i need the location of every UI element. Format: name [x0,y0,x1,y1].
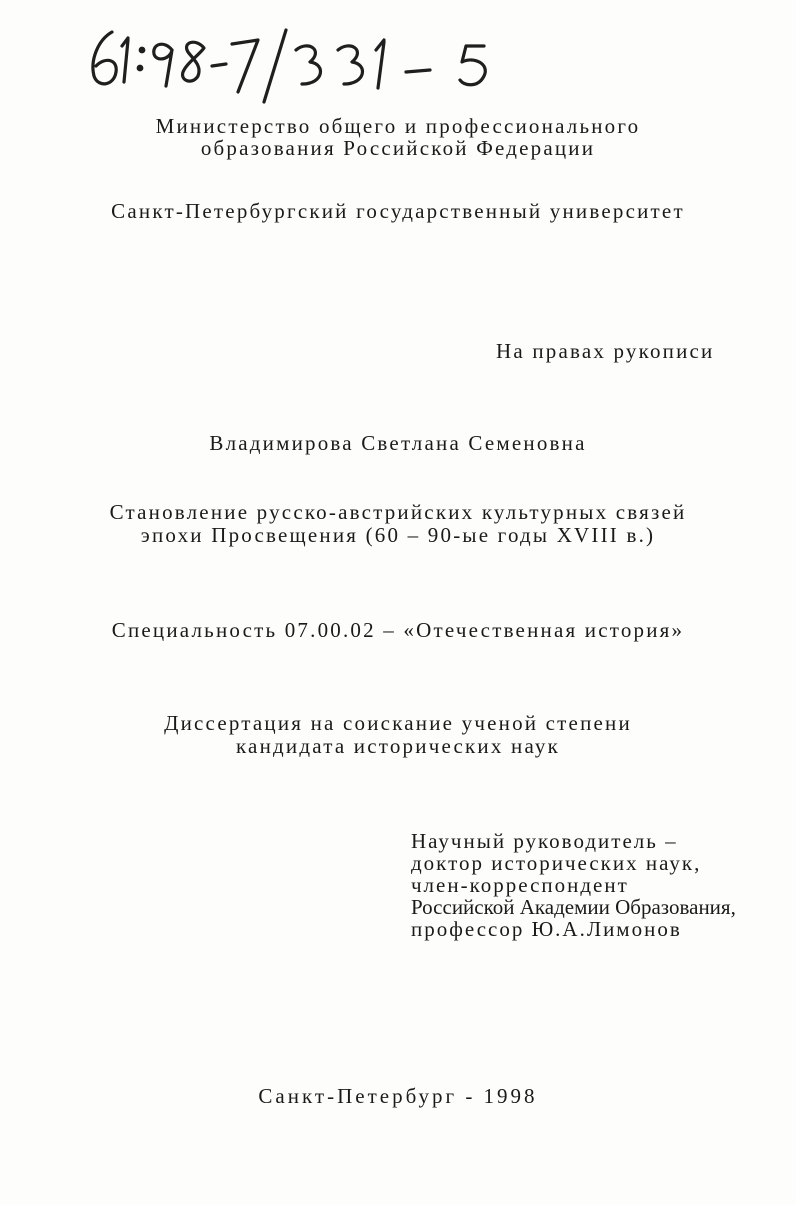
university-name: Санкт-Петербургский государственный университет [111,199,685,223]
footer-city-year: Санкт-Петербург - 1998 [258,1084,538,1108]
manuscript-note: На правах рукописи [496,339,715,363]
ministry-line-2: образования Российской Федерации [200,136,596,160]
supervisor-line-5: профессор Ю.А.Лимонов [411,917,682,941]
title-line-2: эпохи Просвещения (60 – 90-ые годы XVIII в.) [140,523,656,547]
title-line-1: Становление русско-австрийских культурных связей [109,500,687,524]
dissertation-line-1: Диссертация на соискание ученой степени [164,711,632,735]
author-name: Владимирова Светлана Семеновна [209,431,587,455]
supervisor-line-3: член-корреспондент [411,873,629,897]
supervisor-block [411,830,736,940]
handwriting-icon [80,10,540,110]
supervisor-line-1: Научный руководитель – [411,829,678,853]
dissertation-line-2: кандидата исторических наук [235,734,561,758]
ministry-line-1: Министерство общего и профессионального [155,114,641,138]
supervisor-line-4: Российской Академии Образования, [411,895,736,919]
specialty: Специальность 07.00.02 – «Отечественная история» [111,618,685,642]
supervisor-line-2: доктор исторических наук, [411,851,702,875]
handwritten-archive-number [80,10,540,110]
